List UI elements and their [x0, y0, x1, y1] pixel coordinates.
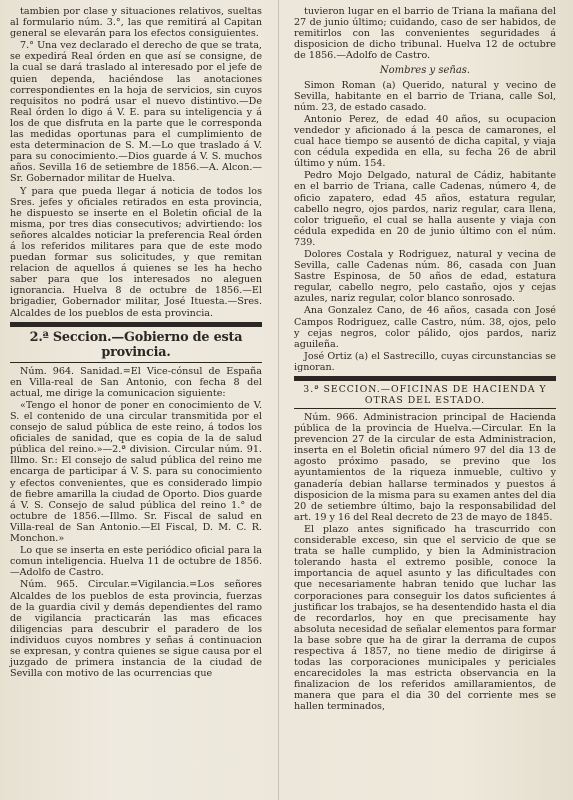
- right-paragraph-3: Antonio Perez, de edad 40 años, su ocupacion vendedor y aficionado á la pesca de camarones, el cual hace tiempo se ausentó de dicha capital, y viaja con cédula expedida en ella, su fecha 26 de abril último y núm. 154.: [294, 113, 556, 170]
- right-paragraph-8: Núm. 966. Administracion principal de Hacienda pública de la provincia de Huelva.—Circular. En la prevencion 27 de la circular de esta Administracion, inserta en el Boletin oficial número 97 del dia 13 de agosto próximo pasado, se previno que los ayuntamientos de la riqueza inmueble, cultivo y ganadería debian hallarse terminados y puestos á disposicion de la misma para su examen antes del dia 20 de setiembre último, bajo la responsabilidad del art. 19 y 16 del Real decreto de 23 de mayo de 1845.: [294, 412, 556, 523]
- right-paragraph-2: Simon Roman (a) Querido, natural y vecino de Sevilla, habitante en el barrio de Triana, calle Sol, núm. 23, de estado casado.: [294, 79, 556, 113]
- section-3-title: 3.ª SECCION.—OFICINAS DE HACIENDA Y OTRAS DEL ESTADO.: [303, 384, 547, 406]
- column-divider: [270, 0, 288, 800]
- right-paragraph-9: El plazo antes significado ha trascurrido con considerable exceso, sin que el servicio de que se trata se halle cumplido, y bien la Administracion tolerando hasta el extremo posible, conoce la importancia de aquel asunto y las dificultades con que necesariamente habran tenido que luchar las corporaciones para conseguir los datos suficientes á justificar los trabajos, se ha desentendido hasta el dia de recordarlos, hoy en que precisamente hay absoluta necesidad de señalar elementos para formar la base sobre que ha de girar la derrama de cupos respectiva á 1857, no tiene medio de dirigirse á todas las corporaciones municipales y periciales encarecidoles la mas estricta observancia en la finalizacion de los referidos amillaramientos, de manera que para el dia 30 del corriente mes se hallen terminados,: [294, 523, 556, 713]
- right-column: [294, 6, 556, 714]
- left-paragraph-6: Lo que se inserta en este periódico oficial para la comun inteligencia. Huelva 11 de octubre de 1856.—Adolfo de Castro.: [10, 545, 262, 579]
- left-paragraph-4: Núm. 964. Sanidad.=El Vice-cónsul de España en Villa-real de San Antonio, con fecha 8 del actual, me dirige la comunicacion siguiente:: [10, 365, 262, 399]
- right-paragraph-7: José Ortiz (a) el Sastrecillo, cuyas circunstancias se ignoran.: [294, 350, 556, 373]
- left-column: [10, 6, 262, 680]
- right-paragraph-6: Ana Gonzalez Cano, de 46 años, casada con José Campos Rodriguez, calle Castro, núm. 38, ojos, pelo y cejas negros, color pálido, ojos pardos, nariz aguileña.: [294, 305, 556, 350]
- left-paragraph-7: Núm. 965. Circular.=Vigilancia.=Los señores Alcaldes de los pueblos de esta provincia, fuerzas de la guardia civil y demás dependientes del ramo de vigilancia practicarán las mas eficaces diligencias para descubrir el paradero de los individuos cuyos nombres y señas á continuacion se expresan, y contra quienes se sigue causa por el juzgado de primera instancia de la ciudad de Sevilla con motivo de las ocurrencias que: [10, 579, 262, 680]
- left-paragraph-3: Y para que pueda llegar á noticia de todos los Sres. jefes y oficiales retirados en esta provincia, he dispuesto se inserte en el Boletin oficial de la misma, por tres dias consecutivos; advirtiendo: los señores alcaldes noticiar la preferencia Real órden á los referidos militares para que de este modo puedan formar sus solicitudes, y que remitan relacion de aquellos á quienes se les ha hecho saber para que los interesados no aleguen ignorancia. Huelva 8 de octubre de 1856.—El brigadier, Gobernador militar, José Ituesta.—Sres. Alcaldes de los pueblos de esta provincia.: [10, 185, 262, 319]
- section-rule-thin: [10, 362, 262, 363]
- left-paragraph-2: 7.° Una vez declarado el derecho de que se trata, se expedirá Real órden en que así se consigne, de la cual se dará traslado al interesado por el jefe de quien dependa, haciéndose las anotaciones correspondientes en la hoja de servicios, sin cuyos requisitos no podrá usar el nuevo distintivo.—De Real órden lo digo á V. E. para su inteligencia y á los de que disfruta en la parte que le corresponda las medidas oportunas para el cumplimiento de esta determinacion de S. M.—Lo que traslado á V. para su conocimiento.—Dios guarde á V. S. muchos años. Sevilla 16 de setiembre de 1856.—A. Alcon.—Sr. Gobernador militar de Huelva.: [10, 40, 262, 185]
- left-paragraph-5: «Tengo el honor de poner en conocimiento de V. S. el contenido de una circular transmitida por el consejo de salud pública de este reino, á todos los oficiales de sanidad, que es copia de la de salud pública del reino.»—2.ª division. Circular núm. 91. Illmo. Sr.: El consejo de salud pública del reino me encarga de participar á V. S. para su conocimiento y efectos convenientes, que es considerado limpio de fiebre amarilla la ciudad de Oporto. Dios guarde á V. S. Consejo de salud pública del reino 1.° de octubre de 1856.—Illmo. Sr. Fiscal de salud en Villa-real de San Antonio.—El Fiscal, D. M. C. R. Monchon.»: [10, 399, 262, 545]
- section-2-title: 2.ª Seccion.—Gobierno de esta provincia.: [29, 329, 243, 360]
- right-paragraph-4: Pedro Mojo Delgado, natural de Cádiz, habitante en el barrio de Triana, calle Cadenas, número 4, de oficio zapatero, edad 45 años, estatura regular, cabello negro, ojos pardos, nariz regular, cara llena, color trigueño, el cual se halla ausente y viaja con cédula expedida en 20 de junio último con el núm. 739.: [294, 170, 556, 248]
- names-subtitle: Nombres y señas.: [379, 65, 471, 77]
- right-paragraph-1: tuvieron lugar en el barrio de Triana la mañana del 27 de junio último; cuidando, caso de ser habidos, de remitirlos con las convenientes seguridades á disposicion de dicho tribunal. Huelva 12 de octubre de 1856.—Adolfo de Castro.: [294, 6, 556, 62]
- section-rule-right: [294, 376, 556, 381]
- left-paragraph-1: tambien por clase y situaciones relativos, sueltas al formulario núm. 3.°, las que remitirá al Capitan general se elevarán para los efectos consiguientes.: [10, 6, 262, 40]
- section-rule-right-thin: [294, 408, 556, 409]
- section-rule: [10, 322, 262, 327]
- right-paragraph-5: Dolores Costala y Rodriguez, natural y vecina de Sevilla, calle Cadenas núm. 86, casada con Juan Sastre Espinosa, de 50 años de edad, estatura regular, cabello negro, pelo castaño, ojos y cejas azules, nariz regular, color blanco sonrosado.: [294, 248, 556, 305]
